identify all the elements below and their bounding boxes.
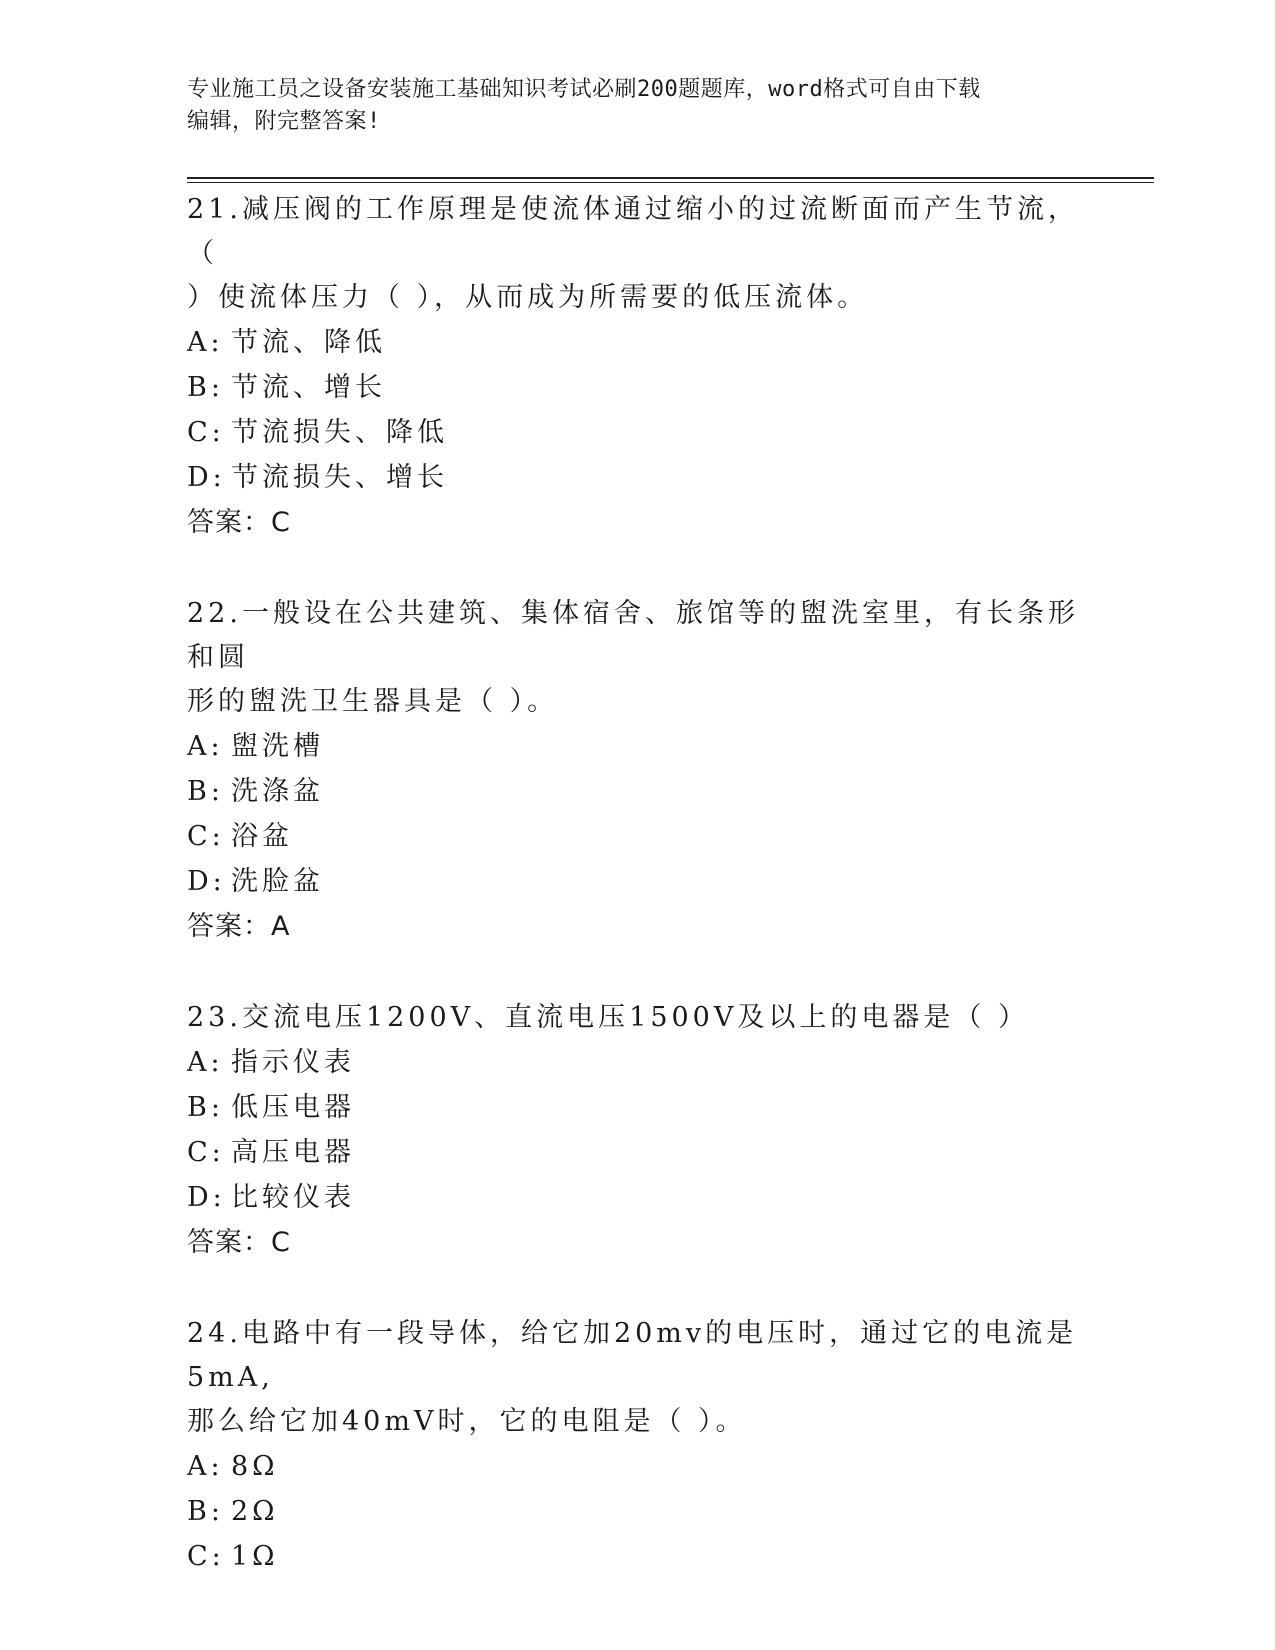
option-key: D: [187,462,226,493]
option-key: B: [187,372,224,403]
option-text: 节流损失、增长 [231,462,448,493]
question-stem-line1: 21.减压阀的工作原理是使流体通过缩小的过流断面而产生节流，（ [187,194,1079,269]
header-title-line2: 编辑，附完整答案! [187,109,381,134]
option-text: 盥洗槽 [231,731,324,762]
option-key: C: [187,417,225,448]
answer-line: 答案：C [187,507,291,538]
option-key: B: [187,1092,224,1123]
option-a [187,1040,1087,1085]
question-stem-line2: 形的盥洗卫生器具是（ ）。 [187,686,559,717]
option-key: C: [187,1137,225,1168]
option-key: B: [187,776,224,807]
question-stem-line1: 22.一般设在公共建筑、集体宿舍、旅馆等的盥洗室里，有长条形和圆 [187,598,1079,673]
option-key: B: [187,1496,224,1527]
option-key: A: [187,327,224,358]
question-24 [187,1312,1087,1579]
option-b [187,1489,1087,1534]
option-a [187,320,1087,365]
option-a [187,724,1087,769]
header-divider-thin [187,182,1154,183]
option-c [187,1130,1087,1175]
option-d [187,1175,1087,1220]
option-b [187,365,1087,410]
option-text: 比较仪表 [231,1182,355,1213]
option-c [187,410,1087,455]
option-key: A: [187,731,224,762]
question-stem-line1: 24.电路中有一段导体，给它加20mv的电压时，通过它的电流是5mA, [187,1318,1078,1393]
option-text: 洗脸盆 [231,866,324,897]
option-b [187,769,1087,814]
document-header [187,74,1087,138]
option-text: 1Ω [231,1541,279,1572]
option-d [187,859,1087,904]
option-text: 节流损失、降低 [231,417,448,448]
option-key: D: [187,1182,226,1213]
option-d [187,455,1087,500]
answer-line: 答案：A [187,911,291,942]
option-c [187,814,1087,859]
option-key: D: [187,866,226,897]
question-22 [187,592,1087,950]
question-stem-line1: 23.交流电压1200V、直流电压1500V及以上的电器是（ ） [187,1002,1029,1033]
answer-line: 答案：C [187,1227,291,1258]
question-21 [187,188,1087,546]
option-a [187,1444,1087,1489]
option-key: A: [187,1047,224,1078]
question-stem-line2: ）使流体压力（ ），从而成为所需要的低压流体。 [187,282,869,313]
header-divider-thick [187,177,1154,179]
option-key: C: [187,1541,225,1572]
option-b [187,1085,1087,1130]
option-text: 指示仪表 [231,1047,355,1078]
option-text: 2Ω [231,1496,279,1527]
header-title-line1: 专业施工员之设备安装施工基础知识考试必刷200题题库，word格式可自由下载 [187,77,981,102]
option-text: 8Ω [231,1451,279,1482]
question-23 [187,996,1087,1266]
option-text: 高压电器 [231,1137,355,1168]
option-c [187,1534,1087,1579]
option-text: 节流、降低 [231,327,386,358]
option-key: C: [187,821,225,852]
option-key: A: [187,1451,224,1482]
option-text: 节流、增长 [231,372,386,403]
option-text: 洗涤盆 [231,776,324,807]
question-list [187,188,1087,1625]
option-text: 低压电器 [231,1092,355,1123]
option-text: 浴盆 [231,821,293,852]
question-stem-line2: 那么给它加40mV时，它的电阻是（ ）。 [187,1406,747,1437]
